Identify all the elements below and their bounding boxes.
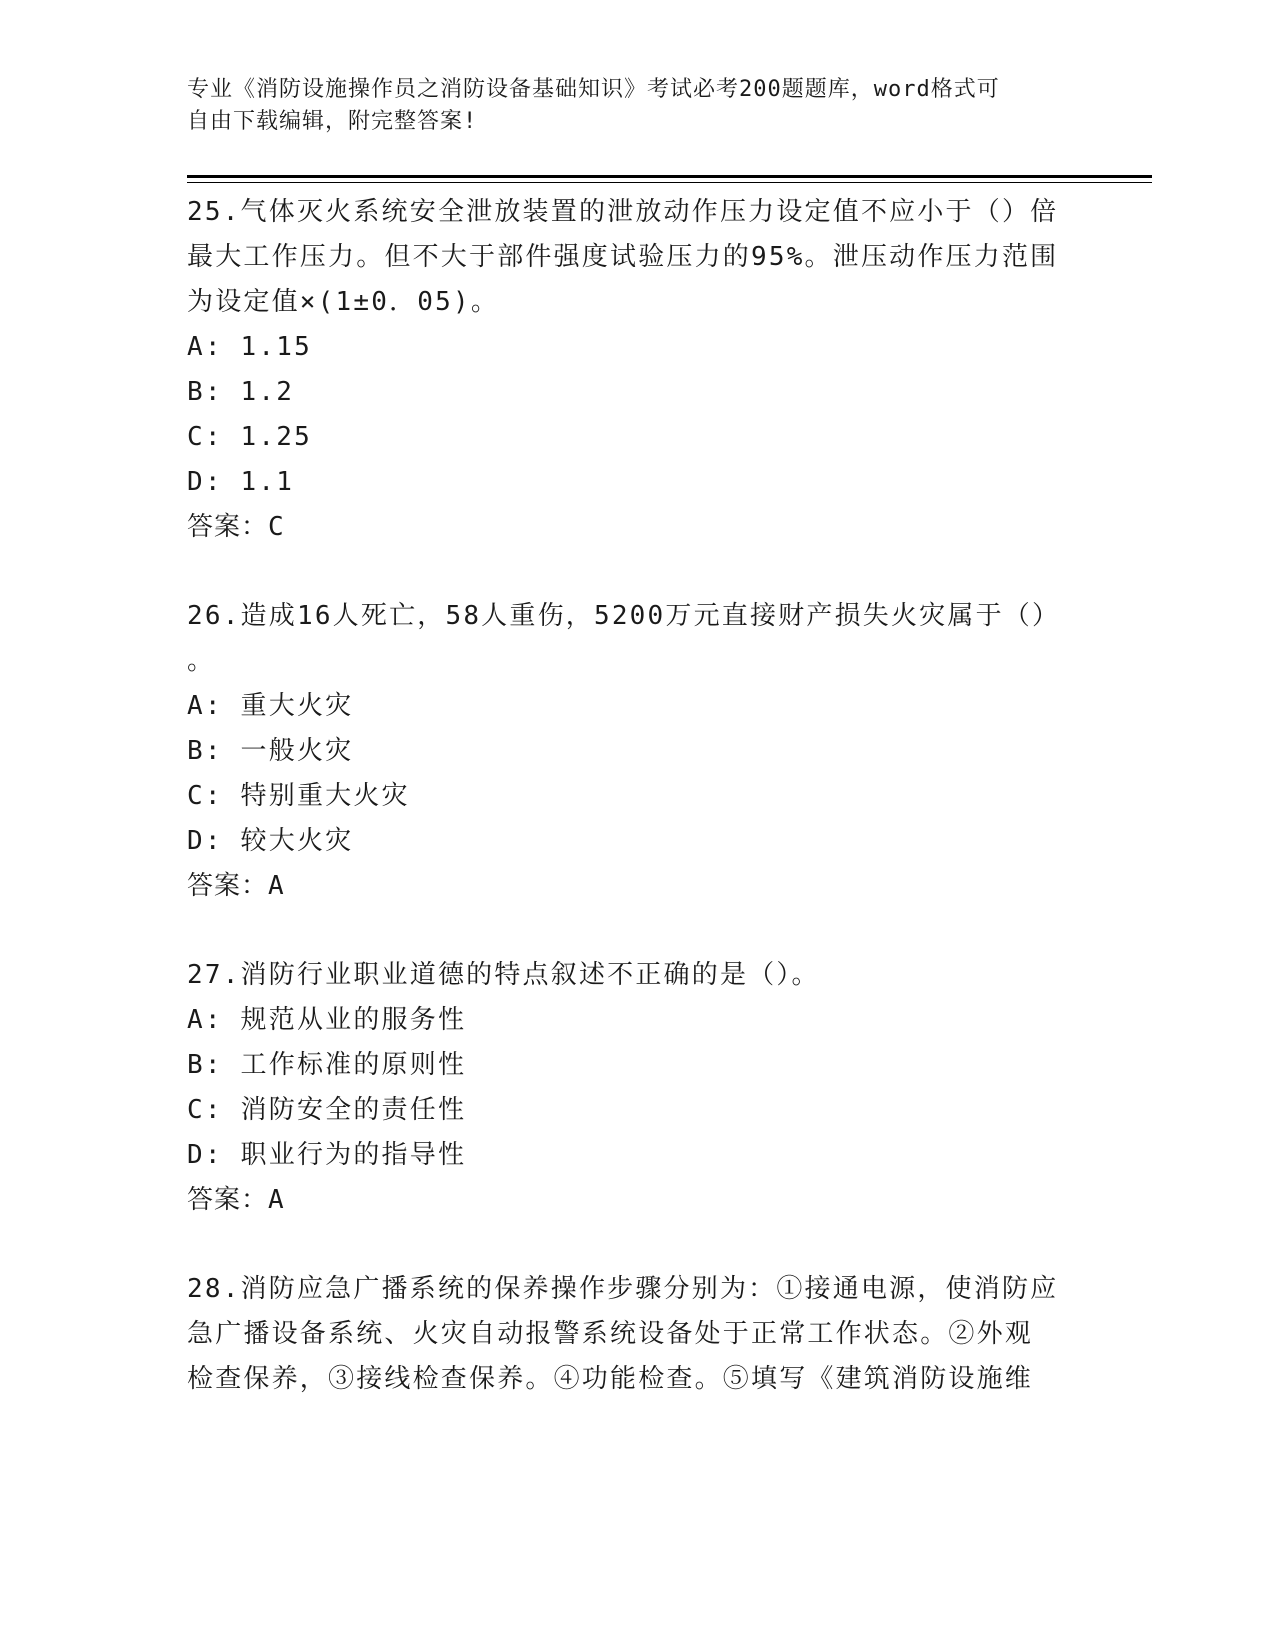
option-a: A: 1.15 [187,332,312,362]
answer-line [187,864,1087,909]
question-stem-line: 为设定值×(1±0．05)。 [187,287,500,317]
question-stem-line: 最大工作压力。但不大于部件强度试验压力的95%。泄压动作压力范围 [187,242,1059,272]
answer-value: C [268,512,285,542]
question-stem-line: 27.消防行业职业道德的特点叙述不正确的是（）。 [187,960,820,990]
option-c: C: 特别重大火灾 [187,781,410,811]
answer-value: A [268,1185,285,1215]
question-list [187,190,1087,1424]
question-26 [187,594,1087,909]
option-d: D: 1.1 [187,467,295,497]
header-title-line-2: 自由下载编辑，附完整答案! [187,109,478,134]
option-c: C: 1.25 [187,422,312,452]
question-stem-line: 。 [187,646,216,676]
document-header [187,74,1067,138]
header-divider-thick [187,175,1152,178]
answer-label: 答案： [187,1185,269,1215]
option-b: B: 一般火灾 [187,736,354,766]
question-stem-line: 28.消防应急广播系统的保养操作步骤分别为：①接通电源，使消防应 [187,1274,1059,1304]
option-a: A: 重大火灾 [187,691,354,721]
question-25 [187,190,1087,550]
option-a: A: 规范从业的服务性 [187,1005,467,1035]
question-28 [187,1267,1087,1402]
question-stem-line: 检查保养，③接线检查保养。④功能检查。⑤填写《建筑消防设施维 [187,1364,1034,1394]
option-b: B: 1.2 [187,377,295,407]
question-stem-line: 急广播设备系统、火灾自动报警系统设备处于正常工作状态。②外观 [187,1319,1034,1349]
answer-line [187,505,1087,550]
answer-label: 答案： [187,512,269,542]
answer-label: 答案： [187,871,269,901]
question-27 [187,953,1087,1223]
header-title-line-1: 专业《消防设施操作员之消防设备基础知识》考试必考200题题库，word格式可 [187,77,1000,102]
header-divider-thin [187,182,1152,183]
option-d: D: 职业行为的指导性 [187,1140,467,1170]
question-stem-line: 25.气体灭火系统安全泄放装置的泄放动作压力设定值不应小于（）倍 [187,197,1059,227]
option-c: C: 消防安全的责任性 [187,1095,467,1125]
answer-value: A [268,871,285,901]
answer-line [187,1178,1087,1223]
option-b: B: 工作标准的原则性 [187,1050,467,1080]
question-stem-line: 26.造成16人死亡，58人重伤，5200万元直接财产损失火灾属于（） [187,601,1061,631]
option-d: D: 较大火灾 [187,826,354,856]
